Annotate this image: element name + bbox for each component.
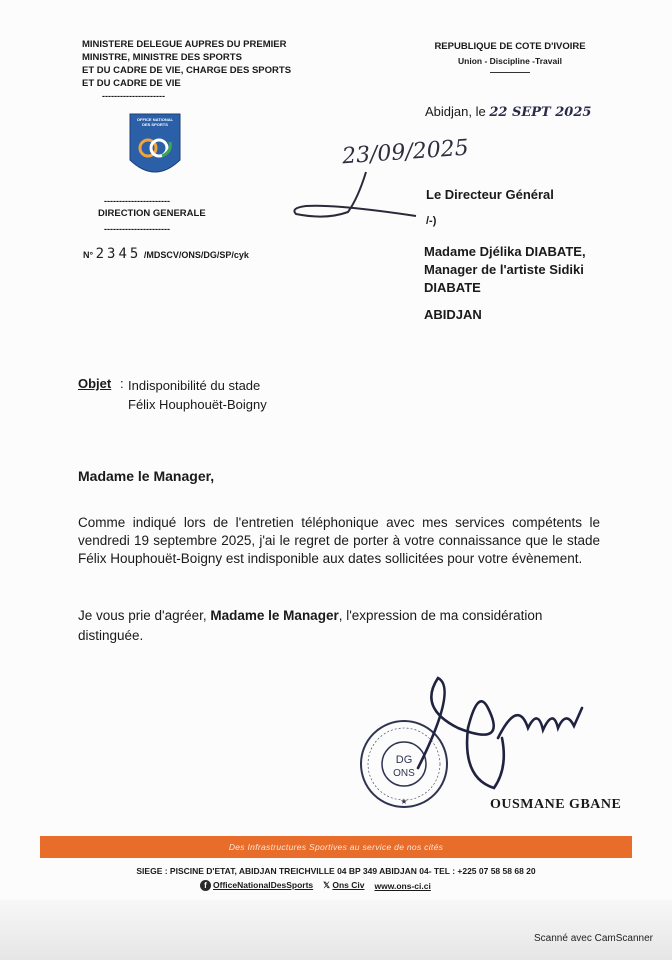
objet-line-2: Félix Houphouët-Boigny (128, 397, 267, 412)
ministry-line-4: ET DU CADRE DE VIE (82, 78, 181, 89)
svg-text:★: ★ (400, 797, 408, 806)
facebook-icon: f (200, 880, 211, 891)
office-logo (128, 112, 182, 184)
ministry-line-3: ET DU CADRE DE VIE, CHARGE DES SPORTS (82, 65, 292, 76)
stamp-sub: ONS (393, 768, 415, 779)
closing-bold: Madame le Manager (210, 608, 339, 623)
footer-banner (40, 836, 632, 858)
separator: --------------------- (102, 91, 165, 101)
x-link[interactable]: 𝕏 Ons Civ (323, 880, 365, 890)
objet-colon: : (120, 376, 124, 391)
footer-slogan: Des Infrastructures Sportives au service de nos cités (228, 842, 444, 852)
signature (395, 668, 588, 798)
country-name: REPUBLIQUE DE COTE D'IVOIRE (434, 41, 586, 52)
handwritten-arrow (286, 168, 426, 224)
objet-label: Objet (78, 376, 112, 391)
stamped-date: 22 SEPT 2025 (489, 105, 592, 120)
separator: ---------------------- (104, 196, 170, 206)
recipient-city: ABIDJAN (424, 307, 482, 322)
facebook-link[interactable]: f OfficeNationalDesSports (200, 880, 313, 891)
separator: ---------------------- (104, 224, 170, 234)
republic-header (420, 40, 600, 73)
recipient-role-cont: DIABATE (424, 280, 481, 295)
ministry-header (82, 38, 322, 103)
scanner-watermark: Scanné avec CamScanner (534, 933, 653, 944)
sender-slash: /-) (426, 215, 437, 227)
stamp-center: DG (395, 754, 413, 766)
footer-social (200, 880, 500, 891)
ref-prefix: N° (83, 250, 94, 260)
closing-formula: Je vous prie d'agréer, Madame le Manager, l'expression de ma considération distinguée. (78, 608, 543, 643)
direction-label: DIRECTION GENERALE (98, 208, 206, 219)
recipient-name: Madame Djélika DIABATE, (424, 244, 586, 259)
recipient-block (424, 243, 634, 297)
footer-address: SIEGE : PISCINE D'ETAT, ABIDJAN TREICHVILLE 04 BP 349 ABIDJAN 04- TEL : +225 07 58 58 68 20 (136, 866, 536, 876)
ministry-line-2: MINISTRE, MINISTRE DES SPORTS (82, 52, 242, 63)
ref-suffix: /MDSCV/ONS/DG/SP/cyk (143, 250, 249, 260)
letter-body: Comme indiqué lors de l'entretien téléphonique avec mes services compétents le vendredi 19 septembre 2025, j'ai le regret de porter à votre connaissance que le stade Félix Houphouët-Boigny est indisponible aux dates sollicitées pour votre évènement. (78, 515, 600, 566)
recipient-role: Manager de l'artiste Sidiki (424, 262, 584, 277)
date-prefix: Abidjan, le (425, 104, 486, 119)
sender-title: Le Directeur Général (426, 187, 554, 202)
handwritten-date: 23/09/2025 (341, 135, 470, 170)
objet-line-1: Indisponibilité du stade (128, 378, 261, 393)
salutation: Madame le Manager, (78, 468, 215, 484)
x-icon: 𝕏 (323, 880, 333, 890)
objet-text (128, 376, 267, 414)
signatory-name: OUSMANE GBANE (490, 797, 622, 812)
national-motto: Union - Discipline -Travail (458, 56, 562, 66)
website-link[interactable]: www.ons-ci.ci (374, 880, 431, 891)
date-line (425, 104, 591, 120)
svg-text:DES SPORTS: DES SPORTS (142, 122, 168, 127)
separator (490, 72, 530, 73)
svg-text:OFFICE NATIONAL: OFFICE NATIONAL (136, 117, 174, 122)
scan-margin (0, 900, 672, 960)
reference-number (83, 246, 249, 262)
ref-number: 2345 (95, 246, 142, 262)
ministry-line-1: MINISTERE DELEGUE AUPRES DU PREMIER (82, 39, 287, 50)
